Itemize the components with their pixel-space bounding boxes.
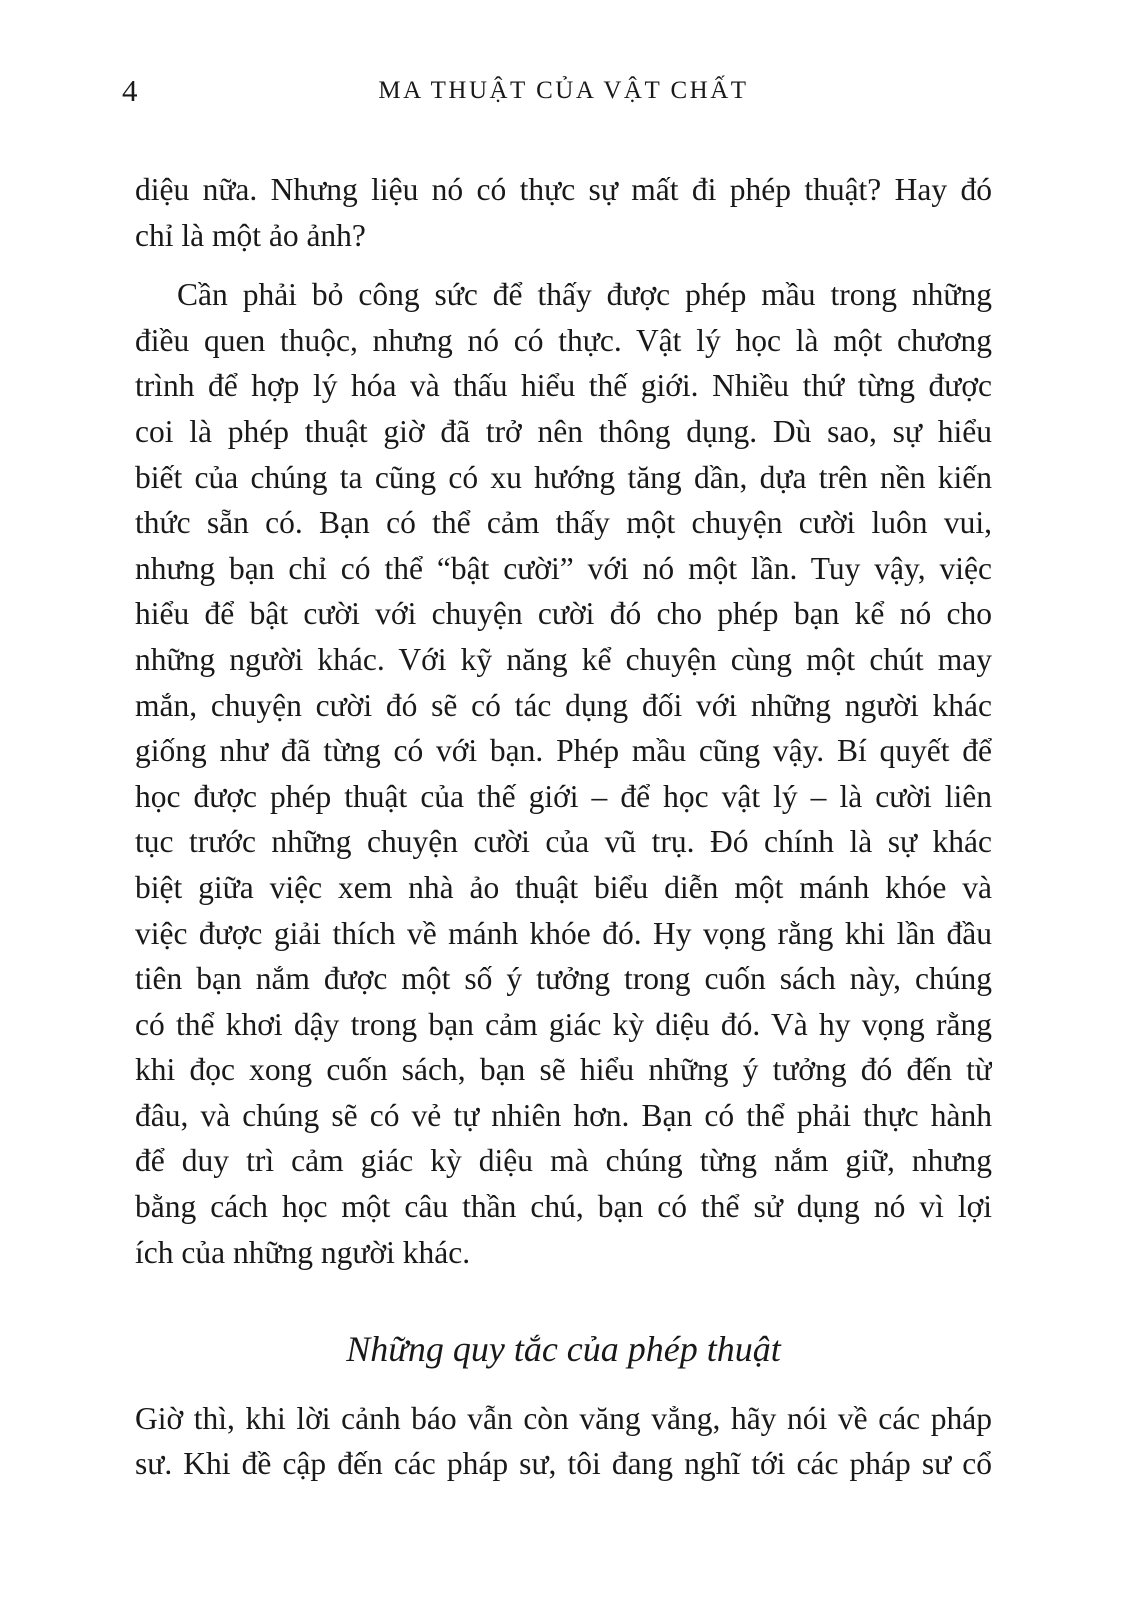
text-line: sư. Khi đề cập đến các pháp sư, tôi đang nghĩ tới các pháp sư cổ (135, 1446, 992, 1482)
text-line: tục trước những chuyện cười của vũ trụ. Đó chính là sự khác (135, 824, 992, 860)
text-line: biết của chúng ta cũng có xu hướng tăng dần, dựa trên nền kiến (135, 459, 992, 495)
text-line: chỉ là một ảo ảnh? (135, 217, 366, 253)
text-line: biệt giữa việc xem nhà ảo thuật biểu diễn một mánh khóe và (135, 869, 992, 905)
paragraph (135, 272, 992, 1275)
text-line: coi là phép thuật giờ đã trở nên thông dụng. Dù sao, sự hiểu (135, 413, 992, 449)
text-line: hiểu để bật cười với chuyện cười đó cho phép bạn kể nó cho (135, 596, 992, 632)
text-line: đâu, và chúng sẽ có vẻ tự nhiên hơn. Bạn có thể phải thực hành (135, 1097, 992, 1133)
text-line: ích của những người khác. (135, 1234, 471, 1270)
text-line: học được phép thuật của thế giới – để học vật lý – là cười liên (135, 778, 992, 814)
text-line: tiên bạn nắm được một số ý tưởng trong cuốn sách này, chúng (135, 961, 992, 997)
text-line: nhưng bạn chỉ có thể “bật cười” với nó một lần. Tuy vậy, việc (135, 550, 992, 586)
text-line: điều quen thuộc, nhưng nó có thực. Vật lý học là một chương (135, 322, 992, 358)
text-line: mắn, chuyện cười đó sẽ có tác dụng đối với những người khác (135, 687, 992, 723)
text-line: việc được giải thích về mánh khóe đó. Hy vọng rằng khi lần đầu (135, 915, 992, 951)
text-line: trình để hợp lý hóa và thấu hiểu thế giới. Nhiều thứ từng được (135, 368, 992, 404)
text-line: để duy trì cảm giác kỳ diệu mà chúng từng nắm giữ, nhưng (135, 1143, 992, 1179)
text-line: Cần phải bỏ công sức để thấy được phép mầu trong những (177, 277, 992, 313)
section-heading: Những quy tắc của phép thuật (346, 1329, 781, 1370)
text-line: giống như đã từng có với bạn. Phép mầu cũng vậy. Bí quyết để (135, 733, 992, 769)
running-header (122, 70, 992, 112)
text-line: thức sẵn có. Bạn có thể cảm thấy một chuyện cười luôn vui, (135, 505, 992, 541)
text-line: có thể khơi dậy trong bạn cảm giác kỳ diệu đó. Và hy vọng rằng (135, 1006, 992, 1042)
text-line: những người khác. Với kỹ năng kể chuyện cùng một chút may (135, 641, 992, 677)
text-line: Giờ thì, khi lời cảnh báo vẫn còn văng vẳng, hãy nói về các pháp (135, 1400, 992, 1436)
page-number: 4 (122, 73, 138, 108)
paragraph (135, 1396, 992, 1487)
paragraph (135, 167, 992, 258)
running-title: MA THUẬT CỦA VẬT CHẤT (378, 77, 749, 104)
text-body (135, 167, 992, 1487)
text-line: bằng cách học một câu thần chú, bạn có thể sử dụng nó vì lợi (135, 1189, 992, 1225)
text-line: diệu nữa. Nhưng liệu nó có thực sự mất đi phép thuật? Hay đó (135, 172, 992, 207)
text-line: khi đọc xong cuốn sách, bạn sẽ hiểu những ý tưởng đó đến từ (135, 1052, 992, 1088)
